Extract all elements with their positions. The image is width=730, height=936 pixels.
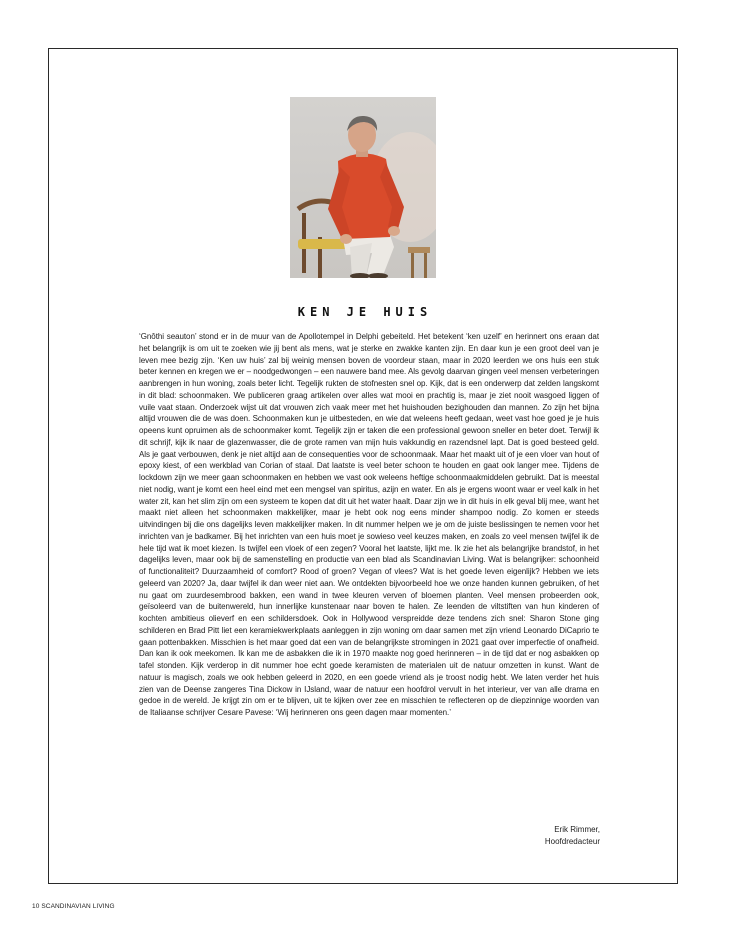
- article-body: ‘Gnôthi seauton’ stond er in de muur van de Apollotempel in Delphi gebeiteld. Het betekent ‘ken uzelf’ en herinnert ons eraan dat het belangrijk is om uit te zoeken wie jij bent als mens, wat je sterke en zwakke kanten zijn. En daar kun je een groot deel van je leven mee bezig zijn. ‘Ken uw huis’ zal bij weinig mensen boven de voordeur staan, maar in 2020 leerden we ons huis een stuk beter kennen en kregen we er – noodgedwongen – een nauwere band mee. Als gevolg daarvan gingen veel mensen verbeteringen aanbrengen in hun woning, zoals beter licht. Tegelijk rukten de stofnesten snel op. Kijk, dat is een onderwerp dat zelden langskomt in dit blad: schoonmaken. We publiceren graag artikelen over alles wat mooi en prachtig is, maar je ziet nooit wasgoed liggen of vuile vaat staan. Onderzoek wijst uit dat vrouwen zich vaak meer met het huishouden bezighouden dan mannen. Zo zijn het bijna altijd vrouwen die de was doen. Schoonmaken kun je uitbesteden, en wie dat weleens heeft gedaan, weet vast hoe goed je je huis opeens kunt opruimen als de schoonmaker komt. Tegelijk zijn er taken die een professional gewoon sneller en beter doet. Terwijl ik dit schrijf, kijk ik naar de glazenwasser, die de grote ramen van mijn huis vakkundig en razendsnel lapt. Dat is goed besteed geld. Als je gaat verbouwen, denk je niet altijd aan de consequenties voor de schoonmaak. Maar het maakt uit of je een vloer van hout of epoxy kiest, of een werkblad van Corian of staal. Dat laatste is veel beter schoon te houden en gaat ook langer mee. Tijdens de lockdown zijn we meer gaan schoonmaken en hebben we vast ook weleens heftige schoonmaakmiddelen gebruikt. Dat is meestal niet nodig, want je komt een heel eind met een mengsel van spiritus, azijn en water. En als je ergens woont waar er veel kalk in het water zit, kan het slim zijn om een systeem te kopen dat dit uit het water haalt. Daar zijn we in dit huis in elk geval blij mee, want het maakt niet alleen het schoonmaken makkelijker, maar je hebt ook nog eens minder shampoo nodig. Zo komen er steeds uitvindingen bij die ons dagelijks leven makkelijker maken. In dit nummer helpen we je om de juiste beslissingen te nemen voor het inrichten van je badkamer. Bij het inrichten van een huis moet je sowieso veel keuzes maken, en zoals zo veel mensen twijfel ik de hele tijd wat ik moet kiezen. Is twijfel een vloek of een zegen? Vooral het laatste, lijkt me. Ik zie het als belangrijke brandstof, in het dagelijks leven, maar ook bij de samenstelling en productie van een blad als Scandinavian Living. Wat is belangrijker: schoonheid of functionaliteit? Duurzaamheid of comfort? Rood of groen? Vegan of vlees? Wat is het goede leven eigenlijk? Hebben we iets geleerd van 2020? Ja, daar twijfel ik dan weer niet aan. We ontdekten bijvoorbeeld hoe we onze handen kunnen gebruiken, of het nu gaat om zuurdesembrood bakken, een wand in twee kleuren verven of bloemen planten. Veel mensen probeerden ook, geïsoleerd van de buitenwereld, hun innerlijke kunstenaar naar boven te halen. Ze leenden de viltstiften van hun kinderen of kochten ambitieus olieverf en een schildersdoek. Ook in Hollywood verspreidde deze tendens zich snel: Sharon Stone ging schilderen en Brad Pitt liet een keramiekwerkplaats aanleggen in zijn woning om daar samen met zijn vriend Leonardo DiCaprio te gaan pottenbakken. Misschien is het maar goed dat een van de belangrijkste stromingen in 2021 gaat over imperfectie of onafheid. Dan kan ik ook meekomen. Ik kan me de asbakken die ik in 1970 maakte nog goed herinneren – in de tijd dat er nog asbakken op tafel stonden. Kijk verderop in dit nummer hoe echt goede keramisten de materialen uit de natuur omzetten in kunst. Want de natuur is magisch, zoals we ook hebben geleerd in 2020, en een goede vriend als je troost nodig hebt. We laten verder het huis zien van de Deense zangeres Tina Dickow in IJsland, waar de natuur een hoofdrol vervult in het interieur, ver van alle drama en gedoe in de wereld. Je krijgt zin om er te blijven, uit te kijken over zee en misschien te reflecteren op de diepzinnige woorden van de Italiaanse schrijver Cesare Pavese: ‘Wij herinneren ons geen dagen maar momenten.’: [139, 332, 599, 717]
- editor-portrait-photo: [290, 97, 436, 278]
- page-footer-label: 10 SCANDINAVIAN LIVING: [32, 903, 115, 910]
- signature-block: [545, 824, 600, 848]
- article-heading: KEN JE HUIS: [297, 305, 433, 319]
- signature-title: Hoofdredacteur: [544, 837, 600, 846]
- signature-name: Erik Rimmer,: [554, 825, 600, 834]
